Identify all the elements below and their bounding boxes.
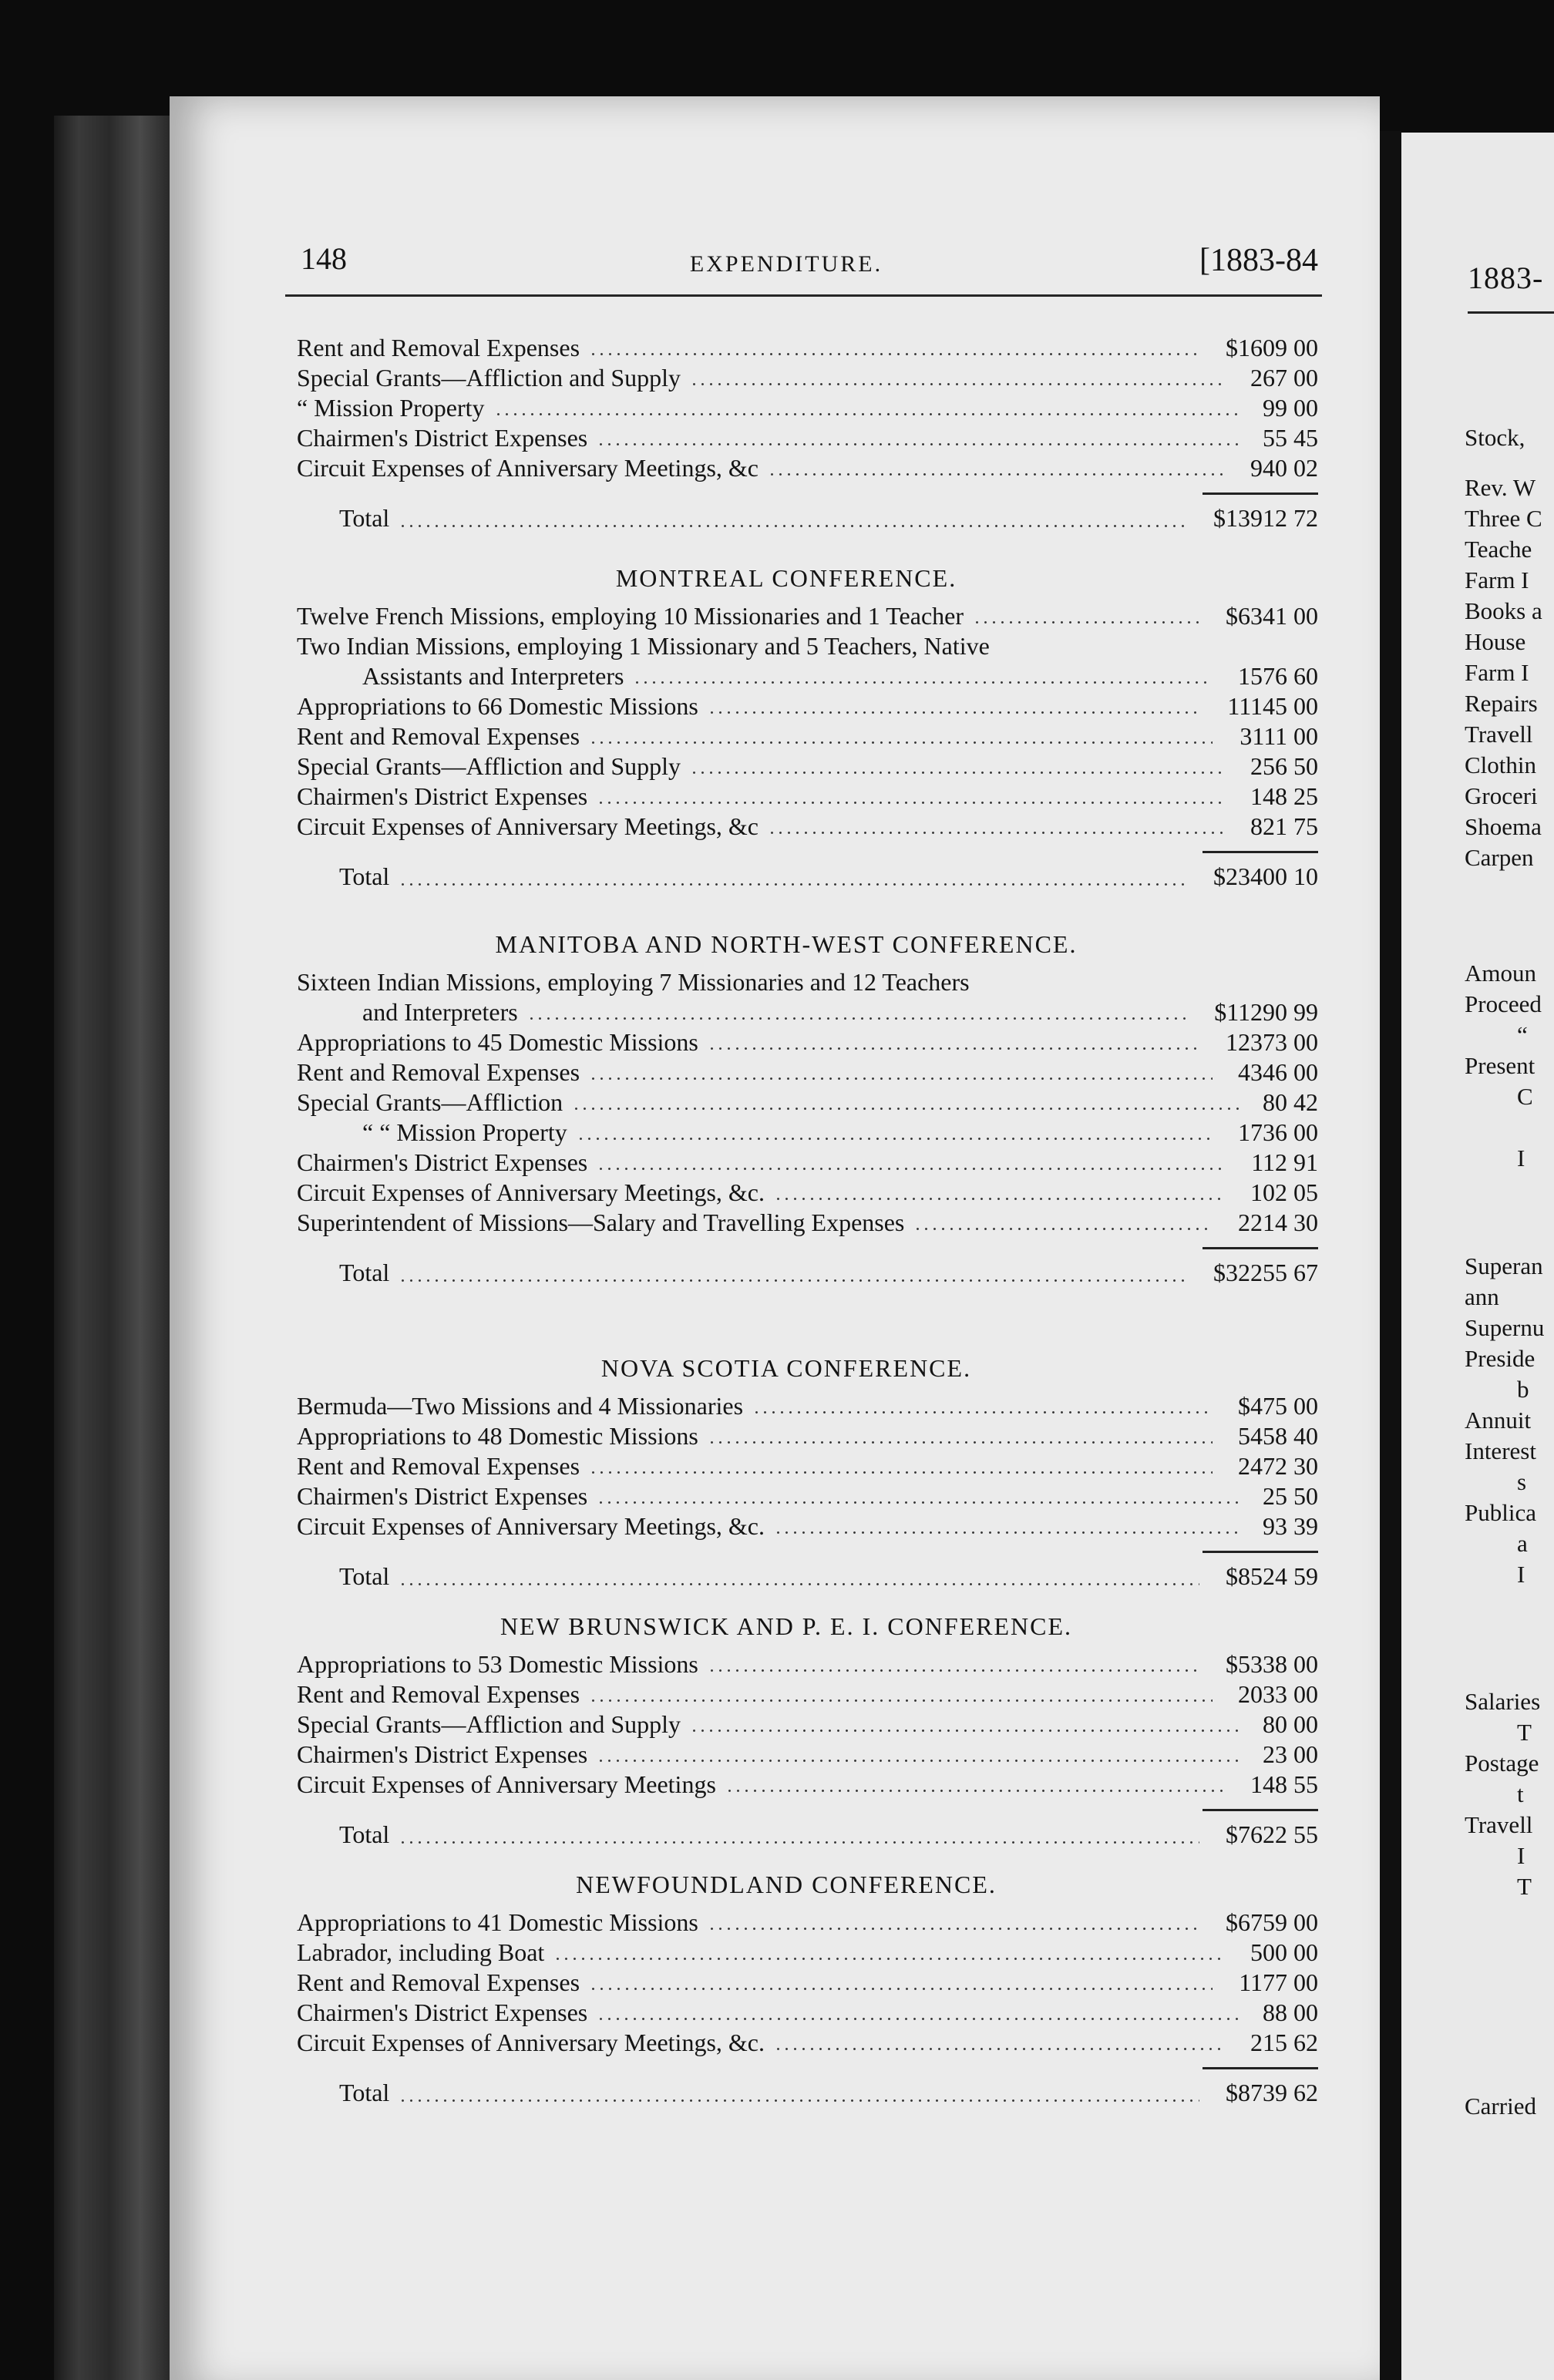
expense-row-label: Sixteen Indian Missions, employing 7 Missionaries and 12 Teachers bbox=[297, 968, 970, 996]
dot-leader bbox=[690, 771, 1226, 774]
expense-row-amount: 55 45 bbox=[1263, 424, 1318, 452]
expense-row-amount: 99 00 bbox=[1263, 394, 1318, 422]
dot-leader bbox=[633, 681, 1213, 684]
total-row-label: Total bbox=[339, 2079, 390, 2106]
dot-leader bbox=[708, 1441, 1213, 1444]
expense-row bbox=[254, 997, 1318, 1027]
dot-leader bbox=[774, 2048, 1226, 2050]
right-page-line: Travell bbox=[1465, 721, 1533, 748]
expense-row bbox=[254, 1770, 1318, 1800]
right-page-line: Present bbox=[1465, 1052, 1536, 1079]
dot-leader bbox=[752, 1411, 1213, 1414]
dot-leader bbox=[553, 1958, 1226, 1960]
right-page-line: C bbox=[1517, 1083, 1533, 1110]
dot-leader bbox=[597, 1168, 1226, 1170]
right-page-line: Farm I bbox=[1465, 566, 1529, 593]
section-title: MONTREAL CONFERENCE. bbox=[615, 564, 957, 592]
expense-row-label: Chairmen's District Expenses bbox=[297, 1148, 588, 1176]
expense-row-amount: 2214 30 bbox=[1238, 1208, 1318, 1236]
total-row-amount: $8739 62 bbox=[1226, 2079, 1318, 2106]
expense-row bbox=[254, 1998, 1318, 2028]
right-page-line: Stock, bbox=[1465, 424, 1525, 451]
page-header bbox=[254, 240, 1318, 279]
expense-row bbox=[254, 1649, 1318, 1679]
expense-row-label: Appropriations to 53 Domestic Missions bbox=[297, 1650, 698, 1678]
dot-leader bbox=[708, 1928, 1199, 1930]
right-page-line: t bbox=[1517, 1780, 1524, 1807]
right-page-line: Repairs bbox=[1465, 690, 1538, 717]
header-rule bbox=[285, 294, 1322, 297]
total-row bbox=[254, 853, 1318, 899]
expense-row-label: Circuit Expenses of Anniversary Meetings, &c bbox=[297, 812, 758, 840]
dot-leader bbox=[527, 1017, 1186, 1020]
conference-section bbox=[254, 921, 1318, 1296]
dot-leader bbox=[690, 1730, 1239, 1732]
expense-row-amount: 1576 60 bbox=[1238, 662, 1318, 690]
expense-row-label: Circuit Expenses of Anniversary Meetings bbox=[297, 1770, 716, 1798]
expense-row bbox=[254, 1740, 1318, 1770]
dot-leader bbox=[708, 711, 1199, 714]
expense-row-amount: 3111 00 bbox=[1240, 722, 1318, 750]
expense-row bbox=[254, 1511, 1318, 1541]
expense-row-label: Chairmen's District Expenses bbox=[297, 1482, 588, 1510]
dot-leader bbox=[725, 1790, 1226, 1792]
page-number: 148 bbox=[301, 241, 347, 276]
expense-row bbox=[254, 1148, 1318, 1178]
expense-row bbox=[254, 721, 1318, 751]
expense-row bbox=[254, 1057, 1318, 1087]
expense-row-label: Appropriations to 41 Domestic Missions bbox=[297, 1908, 698, 1936]
expense-row-amount: 267 00 bbox=[1250, 364, 1318, 392]
conference-section bbox=[254, 1603, 1318, 1857]
total-row bbox=[254, 2069, 1318, 2116]
expense-row-label: Rent and Removal Expenses bbox=[297, 1968, 580, 1996]
right-page-line: b bbox=[1517, 1376, 1529, 1403]
dot-leader bbox=[690, 383, 1226, 385]
expense-row-amount: 215 62 bbox=[1250, 2029, 1318, 2056]
expense-row bbox=[254, 691, 1318, 721]
right-page-header-rule bbox=[1468, 311, 1554, 314]
dot-leader bbox=[597, 443, 1239, 445]
right-page-line: Postage bbox=[1465, 1750, 1539, 1777]
expense-row-label: Rent and Removal Expenses bbox=[297, 1452, 580, 1480]
expense-row-label: Chairmen's District Expenses bbox=[297, 782, 588, 810]
expense-row-label: Rent and Removal Expenses bbox=[297, 334, 580, 361]
right-page-line: Annuit bbox=[1465, 1407, 1532, 1434]
dot-leader bbox=[572, 1108, 1239, 1110]
right-page-line: Preside bbox=[1465, 1345, 1536, 1372]
right-page-header: 1883- bbox=[1468, 261, 1544, 295]
dot-leader bbox=[708, 1047, 1199, 1050]
expense-row bbox=[254, 1421, 1318, 1451]
expense-row-amount: 821 75 bbox=[1250, 812, 1318, 840]
expense-row bbox=[254, 1481, 1318, 1511]
expense-row-label: Appropriations to 48 Domestic Missions bbox=[297, 1422, 698, 1450]
dot-leader bbox=[589, 741, 1213, 744]
expense-row bbox=[254, 1709, 1318, 1740]
expense-row bbox=[254, 661, 1318, 691]
section-title: NEWFOUNDLAND CONFERENCE. bbox=[576, 1871, 997, 1898]
expense-row-label: Special Grants—Affliction and Supply bbox=[297, 1710, 681, 1738]
total-row-label: Total bbox=[339, 862, 390, 890]
expense-row-amount: 256 50 bbox=[1250, 752, 1318, 780]
expense-row-label: Rent and Removal Expenses bbox=[297, 722, 580, 750]
expense-row-amount: 93 39 bbox=[1263, 1512, 1318, 1540]
dot-leader bbox=[399, 2099, 1199, 2102]
dot-leader bbox=[597, 2018, 1239, 2020]
expense-row-label: Circuit Expenses of Anniversary Meetings, &c. bbox=[297, 2029, 765, 2056]
page-title: EXPENDITURE. bbox=[689, 251, 883, 277]
expense-row-amount: $475 00 bbox=[1238, 1392, 1318, 1420]
right-page-line: Three C bbox=[1465, 505, 1542, 532]
expense-row bbox=[254, 751, 1318, 782]
dot-leader bbox=[399, 1583, 1199, 1585]
expense-row-label: Labrador, including Boat bbox=[297, 1938, 545, 1966]
right-page-line: Teache bbox=[1465, 536, 1532, 563]
right-page-line: Amoun bbox=[1465, 960, 1536, 987]
expense-row bbox=[254, 601, 1318, 631]
right-page-line: Books a bbox=[1465, 597, 1542, 624]
dot-leader bbox=[589, 1699, 1213, 1702]
conference-section bbox=[254, 1861, 1318, 2116]
conference-section bbox=[254, 555, 1318, 899]
expense-row bbox=[254, 2028, 1318, 2058]
right-page-line: I bbox=[1517, 1145, 1525, 1172]
expense-row-label: “ “ Mission Property bbox=[362, 1118, 567, 1146]
expense-row bbox=[254, 1938, 1318, 1968]
expense-row bbox=[254, 631, 1318, 661]
expense-row-label: Appropriations to 66 Domestic Missions bbox=[297, 692, 698, 720]
expense-row bbox=[254, 1178, 1318, 1208]
total-row bbox=[254, 1249, 1318, 1296]
expense-row-amount: 148 55 bbox=[1250, 1770, 1318, 1798]
total-row-amount: $7622 55 bbox=[1226, 1820, 1318, 1848]
book-spine bbox=[54, 116, 177, 2380]
dot-leader bbox=[768, 832, 1226, 834]
expense-row bbox=[254, 812, 1318, 842]
page-gutter bbox=[1380, 131, 1401, 2380]
total-row-amount: $8524 59 bbox=[1226, 1562, 1318, 1590]
right-page-line: Clothin bbox=[1465, 751, 1537, 778]
dot-leader bbox=[589, 1988, 1213, 1990]
section-title: NOVA SCOTIA CONFERENCE. bbox=[600, 1354, 972, 1382]
total-row bbox=[254, 1811, 1318, 1857]
conference-section bbox=[254, 333, 1318, 541]
dot-leader bbox=[399, 1841, 1199, 1844]
expense-row-amount: 148 25 bbox=[1250, 782, 1318, 810]
expense-row-amount: 11145 00 bbox=[1227, 692, 1318, 720]
total-row-label: Total bbox=[339, 1820, 390, 1848]
dot-leader bbox=[597, 1501, 1239, 1504]
expense-row-label: Special Grants—Affliction and Supply bbox=[297, 364, 681, 392]
expense-row-label: Circuit Expenses of Anniversary Meetings, &c. bbox=[297, 1512, 765, 1540]
right-page-line: Shoema bbox=[1465, 813, 1542, 840]
dot-leader bbox=[589, 1077, 1213, 1080]
expense-row-label: and Interpreters bbox=[362, 998, 518, 1026]
expense-row-amount: 5458 40 bbox=[1238, 1422, 1318, 1450]
expense-row bbox=[254, 1027, 1318, 1057]
total-row-label: Total bbox=[339, 1562, 390, 1590]
expense-row bbox=[254, 967, 1318, 997]
section-title: MANITOBA AND NORTH-WEST CONFERENCE. bbox=[495, 930, 1078, 958]
right-page-line: “ bbox=[1517, 1021, 1528, 1048]
expense-row-label: Appropriations to 45 Domestic Missions bbox=[297, 1028, 698, 1056]
expense-row bbox=[254, 453, 1318, 483]
expense-row-label: Assistants and Interpreters bbox=[362, 662, 624, 690]
expense-row bbox=[254, 1391, 1318, 1421]
right-page-line: I bbox=[1517, 1561, 1525, 1588]
expense-row-label: Two Indian Missions, employing 1 Missionary and 5 Teachers, Native bbox=[297, 632, 990, 660]
expense-row-label: Chairmen's District Expenses bbox=[297, 424, 588, 452]
dot-leader bbox=[774, 1198, 1226, 1200]
expense-row bbox=[254, 782, 1318, 812]
expense-row-amount: $5338 00 bbox=[1226, 1650, 1318, 1678]
expense-row-amount: $1609 00 bbox=[1226, 334, 1318, 361]
dot-leader bbox=[597, 802, 1226, 804]
right-page-line: ann bbox=[1465, 1283, 1499, 1310]
expense-row-amount: 2033 00 bbox=[1238, 1680, 1318, 1708]
expense-row-label: “ Mission Property bbox=[297, 394, 485, 422]
right-page-line: Carried bbox=[1465, 2093, 1536, 2119]
expense-row-amount: 88 00 bbox=[1263, 1998, 1318, 2026]
total-row bbox=[254, 495, 1318, 541]
right-page-line: Travell bbox=[1465, 1811, 1533, 1838]
right-page-line: Superan bbox=[1465, 1252, 1543, 1279]
right-page bbox=[1401, 133, 1554, 2380]
expense-row bbox=[254, 393, 1318, 423]
right-page-line: Publica bbox=[1465, 1499, 1536, 1526]
expense-row-label: Bermuda—Two Missions and 4 Missionaries bbox=[297, 1392, 744, 1420]
page-year: [1883-84 bbox=[1199, 243, 1318, 278]
section-title: NEW BRUNSWICK AND P. E. I. CONFERENCE. bbox=[500, 1612, 1073, 1640]
dot-leader bbox=[399, 525, 1186, 527]
expense-row bbox=[254, 423, 1318, 453]
right-page-line: s bbox=[1517, 1468, 1527, 1495]
right-page-line: Rev. W bbox=[1465, 474, 1536, 501]
expense-row-amount: $6759 00 bbox=[1226, 1908, 1318, 1936]
expense-row-label: Special Grants—Affliction bbox=[297, 1088, 563, 1116]
expense-row bbox=[254, 1451, 1318, 1481]
expense-row bbox=[254, 1968, 1318, 1998]
right-page-line: T bbox=[1517, 1719, 1532, 1746]
expense-row-amount: 500 00 bbox=[1250, 1938, 1318, 1966]
conference-section bbox=[254, 1345, 1318, 1599]
expense-row-amount: 940 02 bbox=[1250, 454, 1318, 482]
expense-row-amount: 4346 00 bbox=[1238, 1058, 1318, 1086]
expense-row-label: Twelve French Missions, employing 10 Missionaries and 1 Teacher bbox=[297, 602, 964, 630]
expense-row-amount: 102 05 bbox=[1250, 1178, 1318, 1206]
right-page-line: Groceri bbox=[1465, 782, 1538, 809]
dot-leader bbox=[494, 413, 1239, 415]
expense-row-label: Chairmen's District Expenses bbox=[297, 1740, 588, 1768]
expense-row-amount: 112 91 bbox=[1251, 1148, 1318, 1176]
right-page-line: T bbox=[1517, 1873, 1532, 1900]
expense-row-amount: 25 50 bbox=[1263, 1482, 1318, 1510]
right-page-line: Carpen bbox=[1465, 844, 1534, 871]
dot-leader bbox=[577, 1138, 1213, 1140]
expense-row-amount: 80 00 bbox=[1263, 1710, 1318, 1738]
expense-row-label: Chairmen's District Expenses bbox=[297, 1998, 588, 2026]
right-page-line: I bbox=[1517, 1842, 1525, 1869]
expense-row-amount: $6341 00 bbox=[1226, 602, 1318, 630]
dot-leader bbox=[597, 1760, 1239, 1762]
expense-row-amount: 2472 30 bbox=[1238, 1452, 1318, 1480]
dot-leader bbox=[768, 473, 1226, 476]
expense-row-label: Rent and Removal Expenses bbox=[297, 1058, 580, 1086]
total-row-amount: $32255 67 bbox=[1213, 1259, 1318, 1286]
expense-row-label: Superintendent of Missions—Salary and Travelling Expenses bbox=[297, 1208, 905, 1236]
right-page-line: Interest bbox=[1465, 1437, 1536, 1464]
dot-leader bbox=[399, 1279, 1186, 1282]
expense-row-label: Special Grants—Affliction and Supply bbox=[297, 752, 681, 780]
total-row bbox=[254, 1553, 1318, 1599]
expense-row-label: Circuit Expenses of Anniversary Meetings, &c bbox=[297, 454, 758, 482]
expense-row bbox=[254, 1208, 1318, 1238]
right-page-line: Proceed bbox=[1465, 990, 1542, 1017]
expense-row-amount: 23 00 bbox=[1263, 1740, 1318, 1768]
right-page-line: Farm I bbox=[1465, 659, 1529, 686]
expense-row bbox=[254, 333, 1318, 363]
total-row-amount: $23400 10 bbox=[1213, 862, 1318, 890]
expense-row-amount: 1736 00 bbox=[1238, 1118, 1318, 1146]
dot-leader bbox=[708, 1669, 1199, 1672]
dot-leader bbox=[589, 353, 1199, 355]
dot-leader bbox=[589, 1471, 1213, 1474]
expense-row bbox=[254, 1118, 1318, 1148]
expense-row bbox=[254, 1679, 1318, 1709]
dot-leader bbox=[399, 883, 1186, 886]
expense-row bbox=[254, 363, 1318, 393]
expense-row-label: Circuit Expenses of Anniversary Meetings, &c. bbox=[297, 1178, 765, 1206]
expense-row-amount: 12373 00 bbox=[1226, 1028, 1318, 1056]
total-row-label: Total bbox=[339, 1259, 390, 1286]
expense-row-amount: 80 42 bbox=[1263, 1088, 1318, 1116]
expense-row-amount: 1177 00 bbox=[1239, 1968, 1318, 1996]
expense-row bbox=[254, 1908, 1318, 1938]
expense-row-amount: $11290 99 bbox=[1214, 998, 1318, 1026]
total-row-amount: $13912 72 bbox=[1213, 504, 1318, 532]
expense-row bbox=[254, 1087, 1318, 1118]
expense-row-label: Rent and Removal Expenses bbox=[297, 1680, 580, 1708]
total-row-label: Total bbox=[339, 504, 390, 532]
right-page-line: a bbox=[1517, 1530, 1528, 1557]
right-page-line: House bbox=[1465, 628, 1526, 655]
right-page-line: Salaries bbox=[1465, 1688, 1541, 1715]
right-page-line: Supernu bbox=[1465, 1314, 1545, 1341]
